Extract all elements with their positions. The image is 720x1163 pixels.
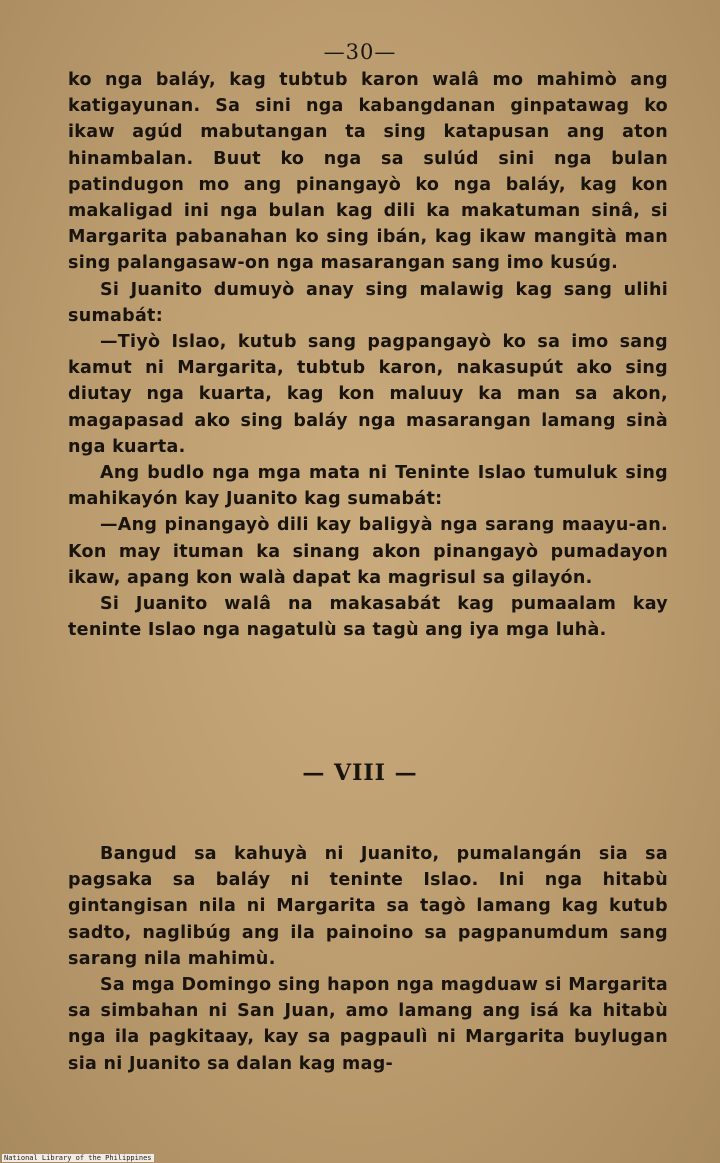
paragraph: Si Juanito dumuyò anay sing malawig kag sang ulihi sumabát: — [68, 279, 668, 326]
paragraph: ko nga baláy, kag tubtub karon walâ mo mahimò ang katigayunan. Sa sini nga kabangdanan ginpatawag ko ikaw agúd mabutangan ta sing katapusan ang aton hinambalan. Buut ko nga sa sulúd sini nga bulan patindugon mo ang pinangayò ko nga baláy, kag kon makaligad ini nga bulan kag dili ka makatuman sinâ, si Margarita pabanahan ko sing ibán, kag ikaw mangità man sing palangasaw-on nga masarangan sang imo kusúg. — [68, 70, 668, 274]
paragraph: —Tiyò Islao, kutub sang pagpangayò ko sa imo sang kamut ni Margarita, tubtub karon, nakasupút ako sing diutay nga kuarta, kag kon maluuy ka man sa akon, magapasad ako sing baláy nga masarangan lamang sinà nga kuarta. — [68, 332, 668, 457]
footer-credit: National Library of the Philippines — [4, 1154, 152, 1162]
text-block-upper — [68, 67, 668, 643]
page-number: —30— — [323, 40, 397, 64]
paragraph: Si Juanito walâ na makasabát kag pumaalam kay teninte Islao nga nagatulù sa tagù ang iya mga luhà. — [68, 594, 668, 641]
paragraph: Bangud sa kahuyà ni Juanito, pumalangán sia sa pagsaka sa baláy ni teninte Islao. Ini nga hitabù gintangisan nila ni Margarita sa tagò lamang kag kutub sadto, naglibúg ang ila painoino sa pagpanumdum sang sarang nila mahimù. — [68, 844, 668, 969]
text-block-lower — [68, 841, 668, 1077]
paragraph: Sa mga Domingo sing hapon nga magduaw si Margarita sa simbahan ni San Juan, amo lamang ang isá ka hitabù nga ila pagkitaay, kay sa pagpaulì ni Margarita buylugan sia ni Juanito sa dalan kag mag- — [68, 975, 668, 1074]
paragraph: —Ang pinangayò dili kay baligyà nga sarang maayu-an. Kon may ituman ka sinang akon pinangayò pumadayon ikaw, apang kon walà dapat ka magrisul sa gilayón. — [68, 515, 668, 588]
paragraph: Ang budlo nga mga mata ni Teninte Islao tumuluk sing mahikayón kay Juanito kag sumabát: — [68, 463, 668, 510]
chapter-heading: — VIII — — [302, 760, 418, 786]
